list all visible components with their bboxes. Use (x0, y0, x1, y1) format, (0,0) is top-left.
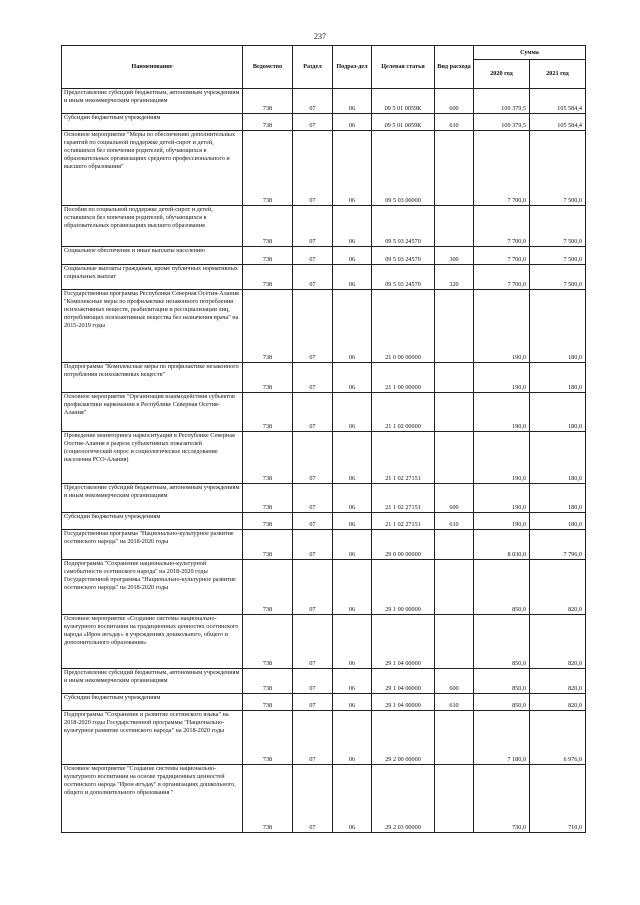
row-name: Подпрограмма "Комплексные меры по профилактике незаконного потребления психоактивных веществ" (62, 363, 243, 393)
cell-sum-2021: 180,0 (530, 290, 586, 363)
cell-celevaya-statya: 09 5 03 00000 (372, 131, 435, 206)
cell-sum-2021: 7 500,0 (530, 131, 586, 206)
cell-sum-2020: 190,0 (474, 513, 530, 530)
header-vid-raskhoda: Вид расхода (435, 46, 474, 89)
cell-celevaya-statya: 21 1 02 27151 (372, 484, 435, 513)
cell-celevaya-statya: 29 1 00 00000 (372, 560, 435, 615)
row-name: Подпрограмма "Сохранение и развитие осетинского языка" на 2018-2020 годы Государственной программы "Национально-культурное развитие осетинского народа" на 2018-2020 годы (62, 711, 243, 765)
cell-sum-2020: 730,0 (474, 765, 530, 833)
cell-podrazdel: 06 (333, 694, 372, 711)
cell-vedomstvo: 738 (243, 669, 293, 694)
cell-razdel: 07 (293, 89, 333, 114)
cell-sum-2021: 820,0 (530, 560, 586, 615)
header-podrazdel: Подраз-дел (333, 46, 372, 89)
cell-sum-2020: 7 700,0 (474, 265, 530, 290)
cell-vedomstvo: 738 (243, 694, 293, 711)
cell-vedomstvo: 738 (243, 530, 293, 560)
table-row (62, 711, 586, 765)
cell-celevaya-statya: 29 0 00 00000 (372, 530, 435, 560)
cell-vedomstvo: 738 (243, 513, 293, 530)
cell-vid-raskhoda: 610 (435, 513, 474, 530)
cell-vedomstvo: 738 (243, 290, 293, 363)
cell-sum-2021: 180,0 (530, 484, 586, 513)
cell-vedomstvo: 738 (243, 363, 293, 393)
cell-razdel: 07 (293, 711, 333, 765)
cell-vid-raskhoda: 610 (435, 114, 474, 131)
cell-podrazdel: 06 (333, 615, 372, 669)
row-name: Субсидии бюджетным учреждениям (62, 694, 243, 711)
header-vedomstvo: Ведомство (243, 46, 293, 89)
cell-vid-raskhoda: 320 (435, 265, 474, 290)
row-name: Основное мероприятие "Организация взаимодействия субъектов профилактики наркомании в Республике Северная Осетия-Алания" (62, 393, 243, 432)
cell-celevaya-statya: 09 5 01 0059К (372, 114, 435, 131)
row-name: Социальное обеспечение и иные выплаты населению (62, 247, 243, 265)
table-row (62, 363, 586, 393)
cell-sum-2021: 7 500,0 (530, 206, 586, 247)
cell-podrazdel: 06 (333, 206, 372, 247)
cell-sum-2020: 850,0 (474, 615, 530, 669)
row-name: Государственная программа "Национально-культурное развитие осетинского народа" на 2018-2020 годы (62, 530, 243, 560)
header-year-2021: 2021 год (530, 60, 586, 89)
cell-celevaya-statya: 29 1 04 00000 (372, 669, 435, 694)
cell-sum-2020: 850,0 (474, 669, 530, 694)
cell-sum-2020: 8 030,0 (474, 530, 530, 560)
cell-celevaya-statya: 29 1 04 00000 (372, 694, 435, 711)
row-name: Предоставление субсидий бюджетным, автономным учреждениям и иным некоммерческим организациям (62, 484, 243, 513)
cell-razdel: 07 (293, 247, 333, 265)
cell-vedomstvo: 738 (243, 247, 293, 265)
row-name: Основное мероприятие «Создание системы национально-культурного воспитания на традиционных ценностях осетинского народа «Ирон æгъдау» в учреждениях дошкольного, общего и дополнительного образования» (62, 615, 243, 669)
cell-vid-raskhoda (435, 560, 474, 615)
cell-celevaya-statya: 29 2 00 00000 (372, 711, 435, 765)
row-name: Пособия по социальной поддержке детей-сирот и детей, оставшихся без попечения родителей, обучающихся в образовательных организациях высшего образования (62, 206, 243, 247)
cell-sum-2020: 109 379,5 (474, 89, 530, 114)
table-header (62, 46, 586, 89)
cell-podrazdel: 06 (333, 765, 372, 833)
cell-celevaya-statya: 21 1 00 00000 (372, 363, 435, 393)
cell-celevaya-statya: 29 1 04 00000 (372, 615, 435, 669)
header-year-2020: 2020 год (474, 60, 530, 89)
cell-podrazdel: 06 (333, 114, 372, 131)
cell-vid-raskhoda (435, 530, 474, 560)
cell-sum-2020: 7 700,0 (474, 206, 530, 247)
cell-celevaya-statya: 09 5 03 24570 (372, 265, 435, 290)
table-row (62, 265, 586, 290)
row-name: Субсидии бюджетным учреждениям (62, 513, 243, 530)
cell-vedomstvo: 738 (243, 131, 293, 206)
table-row (62, 131, 586, 206)
cell-sum-2021: 820,0 (530, 615, 586, 669)
cell-razdel: 07 (293, 560, 333, 615)
cell-celevaya-statya: 21 0 00 00000 (372, 290, 435, 363)
cell-sum-2020: 7 700,0 (474, 247, 530, 265)
table-row (62, 290, 586, 363)
cell-razdel: 07 (293, 265, 333, 290)
cell-razdel: 07 (293, 484, 333, 513)
table-row (62, 765, 586, 833)
cell-sum-2021: 7 500,0 (530, 265, 586, 290)
table-row (62, 615, 586, 669)
cell-celevaya-statya: 21 1 02 00000 (372, 393, 435, 432)
cell-vid-raskhoda (435, 206, 474, 247)
page-number: 237 (314, 32, 326, 41)
row-name: Социальные выплаты гражданам, кроме публичных нормативных социальных выплат (62, 265, 243, 290)
cell-razdel: 07 (293, 669, 333, 694)
cell-sum-2021: 820,0 (530, 669, 586, 694)
cell-razdel: 07 (293, 114, 333, 131)
cell-razdel: 07 (293, 615, 333, 669)
cell-vedomstvo: 738 (243, 432, 293, 484)
cell-razdel: 07 (293, 363, 333, 393)
cell-vid-raskhoda (435, 290, 474, 363)
cell-razdel: 07 (293, 530, 333, 560)
cell-podrazdel: 06 (333, 711, 372, 765)
cell-sum-2021: 180,0 (530, 432, 586, 484)
cell-vedomstvo: 738 (243, 89, 293, 114)
table-row (62, 560, 586, 615)
cell-vid-raskhoda (435, 432, 474, 484)
cell-sum-2020: 109 379,5 (474, 114, 530, 131)
header-name: Наименование (62, 46, 243, 89)
row-name: Подпрограмма "Сохранение национально-культурной самобытности осетинского народа" на 2018-2020 годы Государственной программы "Национально-культурное развитие осетинского народа" на 2018-2020 годы (62, 560, 243, 615)
cell-sum-2020: 190,0 (474, 290, 530, 363)
table-row (62, 530, 586, 560)
cell-vid-raskhoda (435, 615, 474, 669)
table-row (62, 206, 586, 247)
row-name: Основное мероприятие "Меры по обеспечению дополнительных гарантий по социальной поддержке детей-сирот и детей, оставшихся без попечения родителей, обучающихся в образовательных организациях среднего профессионального и высшего образования" (62, 131, 243, 206)
cell-podrazdel: 06 (333, 290, 372, 363)
table-row (62, 669, 586, 694)
cell-vedomstvo: 738 (243, 560, 293, 615)
cell-vedomstvo: 738 (243, 615, 293, 669)
cell-podrazdel: 06 (333, 89, 372, 114)
cell-vid-raskhoda (435, 765, 474, 833)
cell-vid-raskhoda: 600 (435, 669, 474, 694)
cell-razdel: 07 (293, 393, 333, 432)
cell-vedomstvo: 738 (243, 484, 293, 513)
cell-razdel: 07 (293, 131, 333, 206)
cell-celevaya-statya: 29 2 03 00000 (372, 765, 435, 833)
table-row (62, 513, 586, 530)
cell-vid-raskhoda (435, 363, 474, 393)
cell-celevaya-statya: 21 1 02 27151 (372, 513, 435, 530)
cell-podrazdel: 06 (333, 560, 372, 615)
cell-vid-raskhoda (435, 711, 474, 765)
cell-sum-2021: 180,0 (530, 393, 586, 432)
cell-vid-raskhoda: 300 (435, 247, 474, 265)
cell-sum-2021: 180,0 (530, 363, 586, 393)
cell-razdel: 07 (293, 206, 333, 247)
cell-vedomstvo: 738 (243, 711, 293, 765)
cell-podrazdel: 06 (333, 393, 372, 432)
row-name: Предоставление субсидий бюджетным, автономным учреждениям и иным некоммерческим организациям (62, 669, 243, 694)
cell-podrazdel: 06 (333, 363, 372, 393)
cell-vid-raskhoda: 600 (435, 484, 474, 513)
cell-sum-2021: 7 796,0 (530, 530, 586, 560)
row-name: Субсидии бюджетным учреждениям (62, 114, 243, 131)
cell-sum-2020: 190,0 (474, 363, 530, 393)
cell-podrazdel: 06 (333, 265, 372, 290)
cell-sum-2020: 190,0 (474, 432, 530, 484)
cell-vid-raskhoda: 610 (435, 694, 474, 711)
cell-sum-2021: 7 500,0 (530, 247, 586, 265)
cell-podrazdel: 06 (333, 432, 372, 484)
cell-podrazdel: 06 (333, 484, 372, 513)
cell-vid-raskhoda (435, 393, 474, 432)
cell-razdel: 07 (293, 694, 333, 711)
cell-sum-2020: 7 700,0 (474, 131, 530, 206)
cell-razdel: 07 (293, 290, 333, 363)
cell-vedomstvo: 738 (243, 393, 293, 432)
table-row (62, 432, 586, 484)
header-razdel: Раздел (293, 46, 333, 89)
table-row (62, 114, 586, 131)
cell-sum-2021: 105 584,4 (530, 89, 586, 114)
cell-razdel: 07 (293, 513, 333, 530)
table-body (62, 89, 586, 833)
cell-podrazdel: 06 (333, 513, 372, 530)
row-name: Предоставление субсидий бюджетным, автономным учреждениям и иным некоммерческим организациям (62, 89, 243, 114)
cell-sum-2021: 6 976,0 (530, 711, 586, 765)
cell-podrazdel: 06 (333, 247, 372, 265)
table-row (62, 247, 586, 265)
cell-podrazdel: 06 (333, 530, 372, 560)
row-name: Основное мероприятие "Создание системы национально-культурного воспитания на основе традиционных ценностей осетинского народа "Ирон æгъдау" в организациях дошкольного, общего и дополнительного образования " (62, 765, 243, 833)
table-row (62, 694, 586, 711)
cell-celevaya-statya: 09 5 01 0059К (372, 89, 435, 114)
table-row (62, 393, 586, 432)
cell-vedomstvo: 738 (243, 114, 293, 131)
cell-celevaya-statya: 21 1 02 27151 (372, 432, 435, 484)
header-summa: Сумма (474, 46, 586, 60)
cell-razdel: 07 (293, 765, 333, 833)
table-row (62, 89, 586, 114)
cell-sum-2021: 820,0 (530, 694, 586, 711)
cell-sum-2020: 850,0 (474, 694, 530, 711)
cell-sum-2020: 7 180,0 (474, 711, 530, 765)
budget-table (61, 45, 586, 833)
row-name: Государственная программа Республики Северная Осетия-Алания "Комплексные меры по профилактике незаконного потребления психоактивных веществ, реабилитации и ресоциализации лиц, потребляющих психоактивные вещества без назначения врача" на 2015-2019 годы (62, 290, 243, 363)
cell-sum-2020: 190,0 (474, 484, 530, 513)
cell-sum-2020: 190,0 (474, 393, 530, 432)
cell-sum-2021: 710,0 (530, 765, 586, 833)
cell-vedomstvo: 738 (243, 765, 293, 833)
cell-vid-raskhoda: 600 (435, 89, 474, 114)
cell-podrazdel: 06 (333, 669, 372, 694)
cell-podrazdel: 06 (333, 131, 372, 206)
table-row (62, 484, 586, 513)
cell-vedomstvo: 738 (243, 206, 293, 247)
cell-vedomstvo: 738 (243, 265, 293, 290)
cell-celevaya-statya: 09 5 03 24570 (372, 206, 435, 247)
cell-sum-2021: 105 584,4 (530, 114, 586, 131)
cell-sum-2020: 850,0 (474, 560, 530, 615)
header-celevaya-statya: Целевая статья (372, 46, 435, 89)
cell-celevaya-statya: 09 5 03 24570 (372, 247, 435, 265)
cell-vid-raskhoda (435, 131, 474, 206)
cell-razdel: 07 (293, 432, 333, 484)
row-name: Проведение мониторинга наркоситуации в Республике Северная Осетия-Алания в разрезе субъективных показателей (социологический опрос и социологическое исследование населения РСО-Алания) (62, 432, 243, 484)
cell-sum-2021: 180,0 (530, 513, 586, 530)
